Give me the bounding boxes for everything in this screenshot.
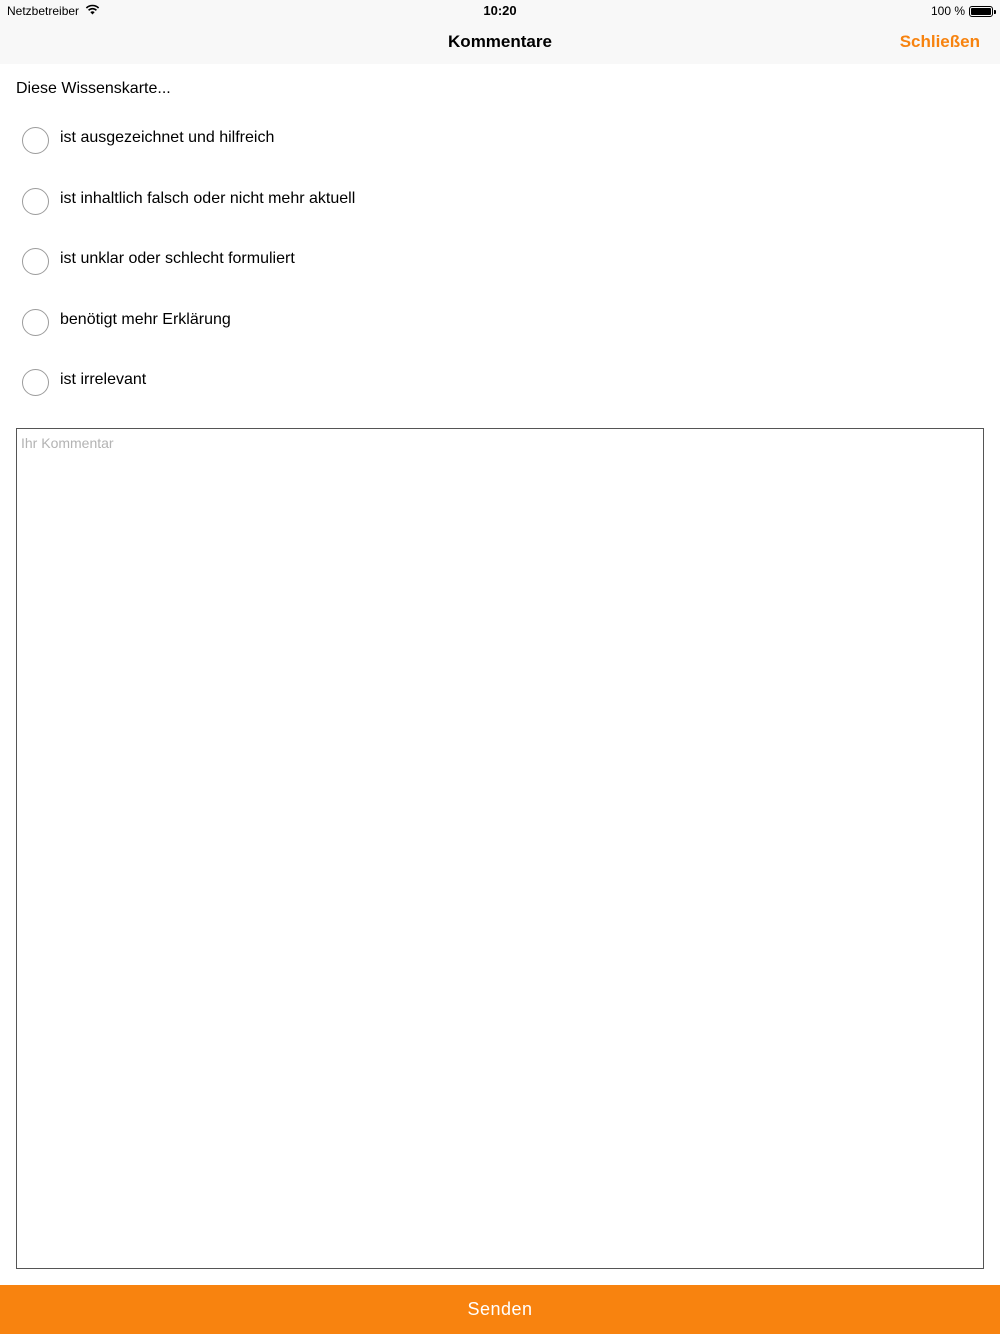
status-bar — [0, 0, 1000, 22]
battery-status — [931, 4, 993, 18]
option-label: ist irrelevant — [60, 371, 147, 388]
option-label: ist inhaltlich falsch oder nicht mehr aktuell — [60, 189, 356, 207]
option-unclear[interactable] — [22, 247, 982, 308]
radio-button[interactable] — [22, 248, 49, 275]
option-label: benötigt mehr Erklärung — [60, 310, 231, 328]
carrier-label: Netzbetreiber — [7, 4, 80, 18]
radio-button[interactable] — [22, 188, 49, 215]
battery-level-fill — [971, 8, 991, 15]
comment-textarea[interactable] — [16, 428, 984, 1269]
option-label: ist unklar oder schlecht formuliert — [60, 250, 295, 267]
option-irrelevant[interactable] — [22, 368, 982, 429]
option-incorrect[interactable] — [22, 187, 982, 248]
question-intro: Diese Wissenskarte... — [16, 80, 171, 97]
radio-button[interactable] — [22, 369, 49, 396]
radio-button[interactable] — [22, 309, 49, 336]
radio-button[interactable] — [22, 127, 49, 154]
navigation-bar — [0, 22, 1000, 64]
page-title: Kommentare — [448, 32, 552, 51]
option-needs-explanation[interactable] — [22, 308, 982, 369]
battery-full-icon — [969, 6, 993, 17]
option-excellent[interactable] — [22, 126, 982, 187]
battery-percent: 100 % — [930, 4, 965, 18]
option-label: ist ausgezeichnet und hilfreich — [60, 129, 275, 146]
clock: 10:20 — [483, 3, 517, 18]
close-button[interactable]: Schließen — [899, 32, 980, 51]
feedback-options — [22, 126, 982, 429]
send-button[interactable]: Senden — [0, 1285, 1000, 1334]
